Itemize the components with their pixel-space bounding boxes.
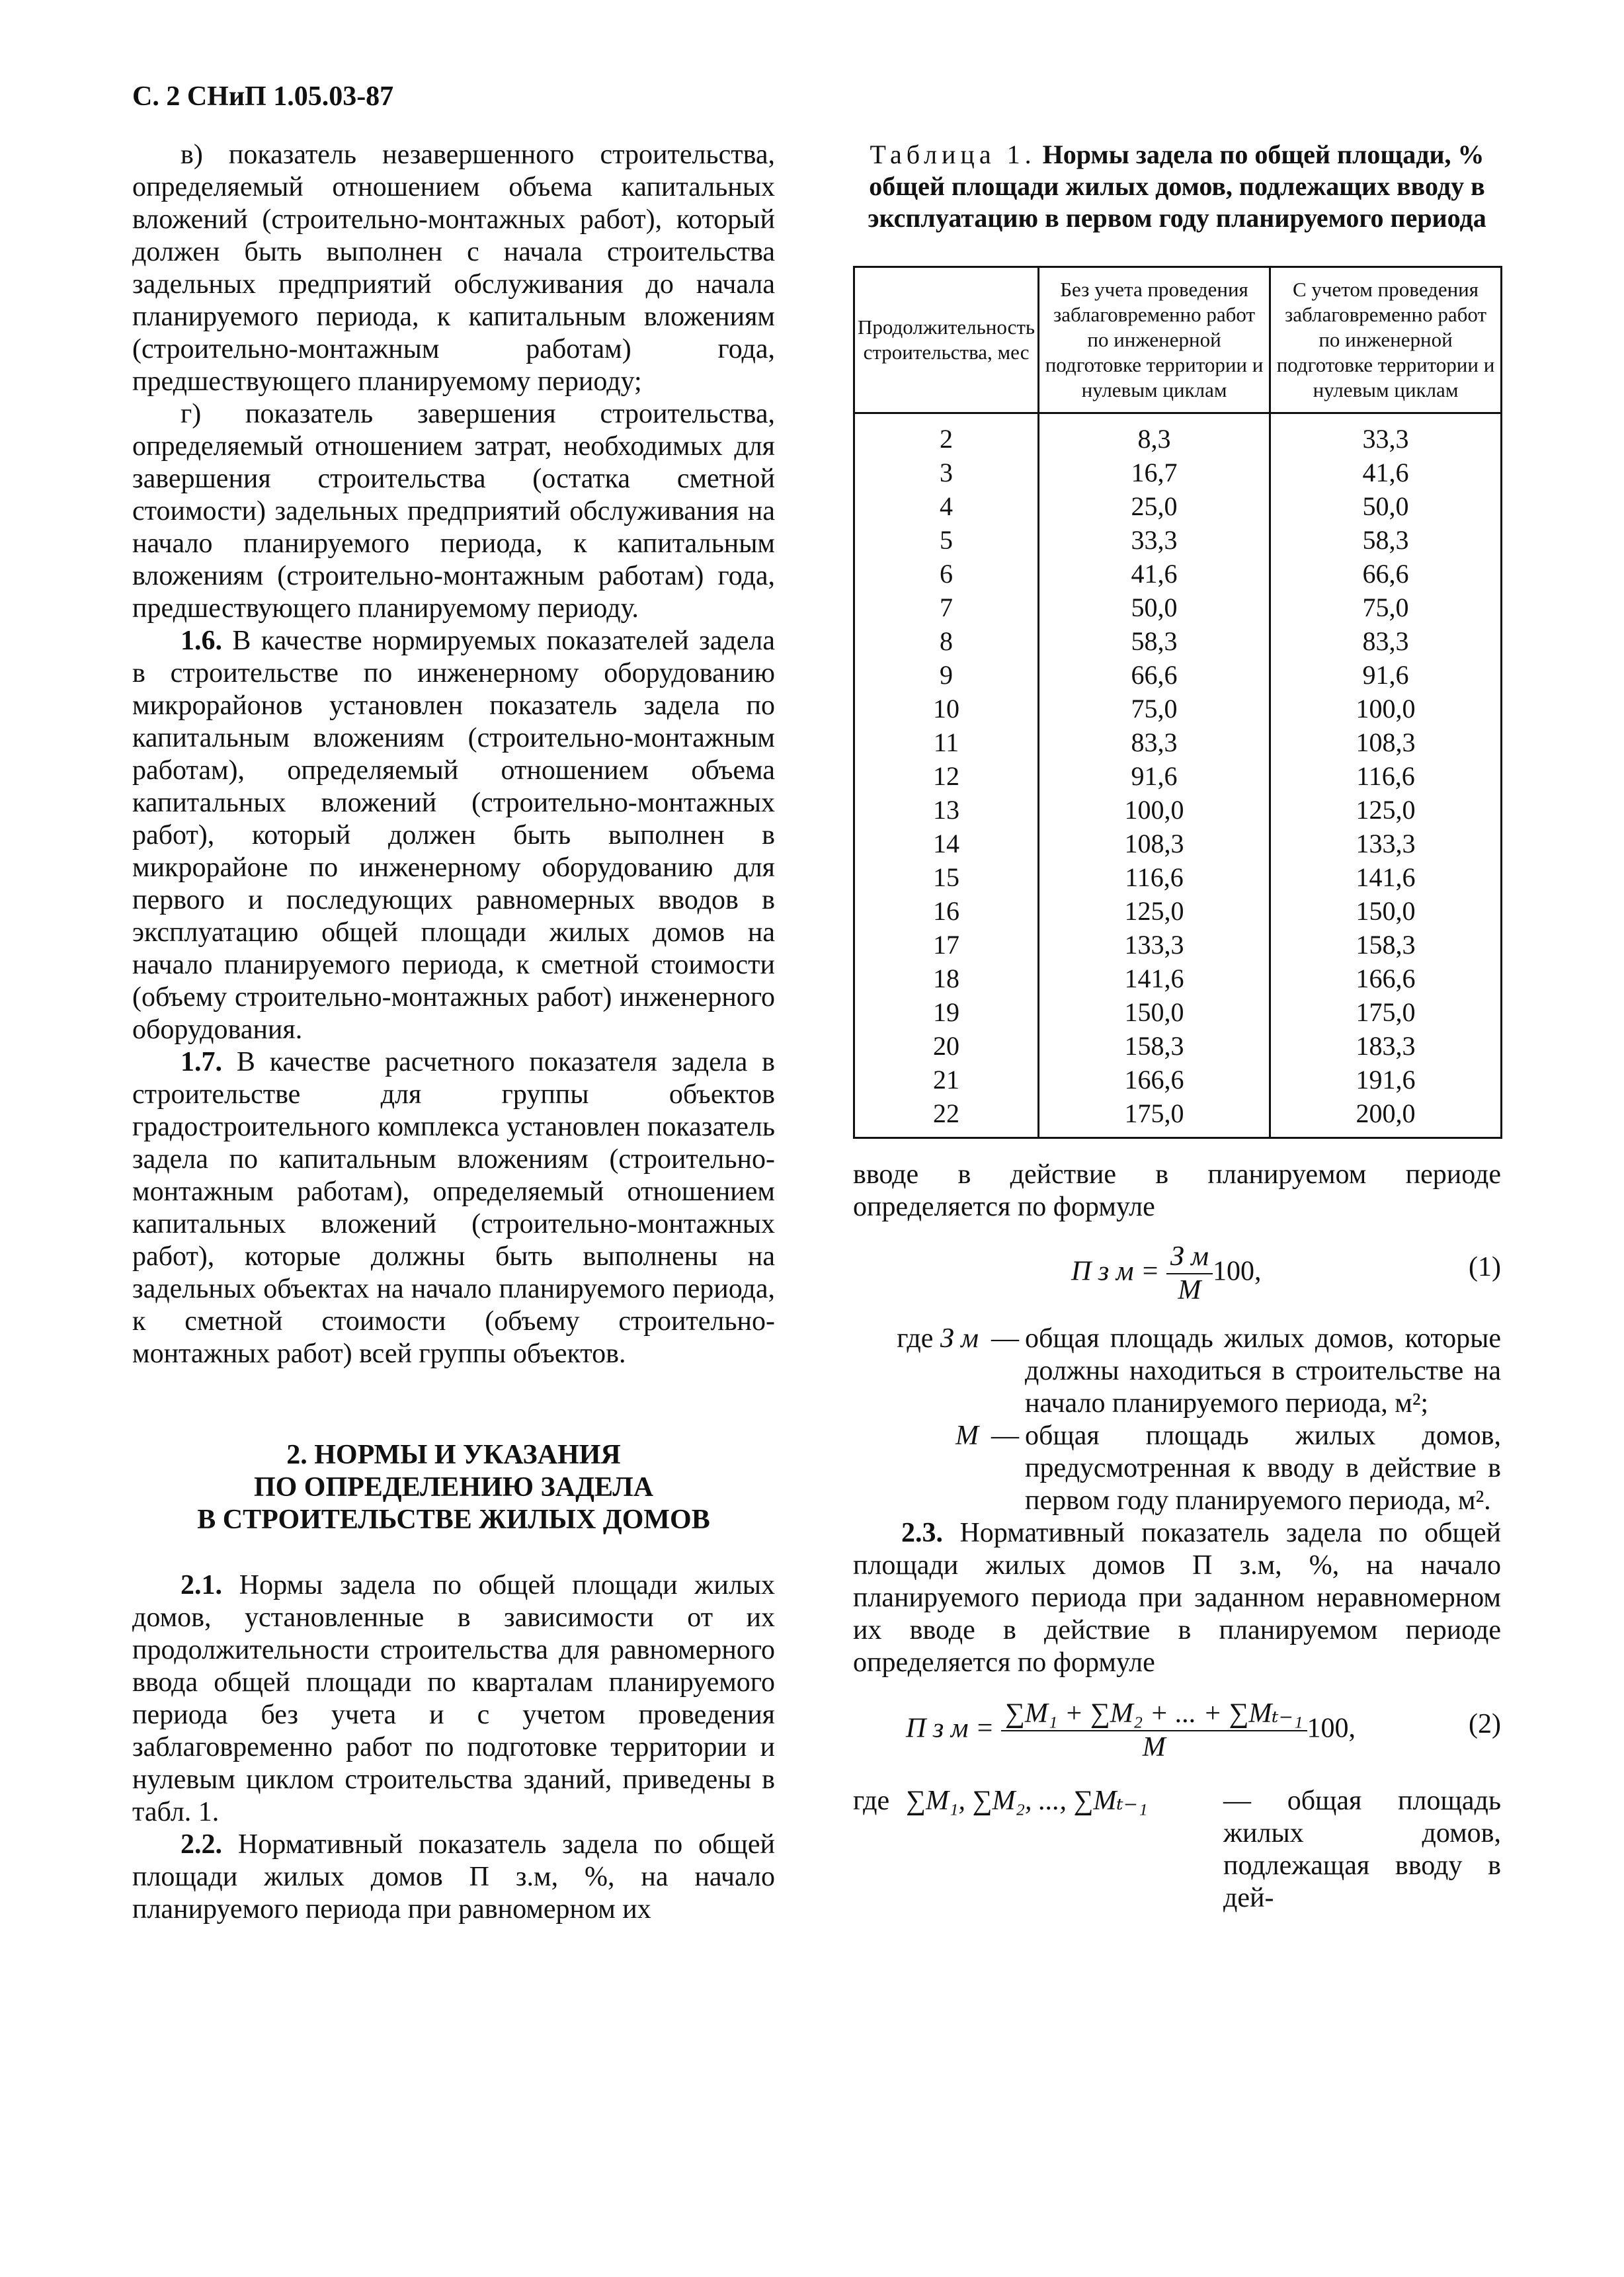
clause-text: Нормативный показатель задела по общей площади жилых домов П з.м, %, на начало планируемого периода при заданном неравномерном их вводе в действие в планируемом периоде определяется по формуле [853,1518,1501,1678]
cell-with: 91,6 [1270,658,1502,692]
table-row [854,894,1502,928]
cell-duration: 21 [854,1063,1039,1097]
cell-with: 83,3 [1270,624,1502,658]
cell-without: 8,3 [1039,413,1270,456]
where-definition: — общая площадь жилых домов, подлежащая вводу в дей- [1223,1786,1501,1913]
cell-without: 50,0 [1039,591,1270,624]
cell-without: 116,6 [1039,860,1270,894]
cell-duration: 11 [854,725,1039,759]
cell-duration: 22 [854,1097,1039,1138]
table-row [854,456,1502,489]
section-title-line: 2. НОРМЫ И УКАЗАНИЯ [286,1440,621,1470]
formula-1-lhs: П з м = [1071,1256,1160,1287]
cell-without: 100,0 [1039,793,1270,827]
formula-2-lhs: П з м = [906,1713,995,1744]
table-row [854,793,1502,827]
table-header-with: С учетом проведения заблаговременно работ по инженерной подготовке территории и нулевым циклам [1270,267,1502,413]
norms-table [853,266,1502,1139]
table-header-row [854,267,1502,413]
formula-1-denominator: М [1178,1275,1201,1305]
cell-duration: 9 [854,658,1039,692]
where-dash: — [991,1323,1019,1354]
table-row [854,692,1502,725]
formula-2-label: (2) [1469,1709,1501,1739]
cell-without: 175,0 [1039,1097,1270,1138]
cell-without: 16,7 [1039,456,1270,489]
table-row [854,827,1502,860]
cell-with: 108,3 [1270,725,1502,759]
cell-with: 50,0 [1270,489,1502,523]
cell-duration: 7 [854,591,1039,624]
cell-without: 133,3 [1039,928,1270,962]
cell-without: 125,0 [1039,894,1270,928]
clause-number: 1.6. [181,626,222,656]
cell-with: 33,3 [1270,413,1502,456]
table-row [854,928,1502,962]
cell-duration: 6 [854,557,1039,591]
paragraph-after-table: вводе в действие в планируемом периоде определяется по формуле [853,1159,1501,1222]
cell-without: 166,6 [1039,1063,1270,1097]
paragraph-g: г) показатель завершения строительства, определяемый отношением затрат, необходимых для завершения строительства (остатка сметной стоимости) задельных предприятий обслуживания на начало планируемого периода, к капитальным вложениям (строительно-монтажным работам) года, предшествующего планируемому периоду. [132,399,775,624]
cell-duration: 13 [854,793,1039,827]
table-row [854,1097,1502,1138]
table-row [854,725,1502,759]
clause-text: Нормы задела по общей площади жилых домов, установленные в зависимости от их продолжительности строительства для равномерного ввода общей площади по кварталам планируемого периода без учета и с учетом проведения заблаговременно работ по подготовке территории и нулевым циклом строительства зданий, приведены в табл. 1. [132,1570,776,1827]
cell-duration: 19 [854,995,1039,1029]
formula-1-tail: 100, [1212,1256,1262,1287]
where-definition: общая площадь жилых домов, предусмотренная к вводу в действие в первом году планируемого периода, м². [1025,1421,1501,1516]
paragraph-1-6 [132,625,775,1046]
paragraph-1-7 [132,1046,775,1370]
paragraph-2-2 [132,1829,775,1926]
where-block-1 [853,1323,1501,1517]
cell-with: 175,0 [1270,995,1502,1029]
table-row [854,995,1502,1029]
cell-duration: 18 [854,962,1039,995]
cell-with: 166,6 [1270,962,1502,995]
formula-2-fraction [1001,1698,1307,1764]
where-block-2 [853,1785,1501,1915]
table-row [854,1029,1502,1063]
cell-duration: 4 [854,489,1039,523]
where-symbol: М [955,1421,979,1451]
cell-with: 125,0 [1270,793,1502,827]
cell-with: 158,3 [1270,928,1502,962]
table-row [854,624,1502,658]
table-row [854,557,1502,591]
cell-without: 33,3 [1039,523,1270,557]
cell-duration: 20 [854,1029,1039,1063]
cell-without: 83,3 [1039,725,1270,759]
table-row [854,1063,1502,1097]
formula-2-denominator: М [1142,1732,1166,1762]
formula-2-numerator: ∑M₁ + ∑M₂ + ... + ∑Mₜ₋₁ [1001,1698,1307,1731]
cell-with: 191,6 [1270,1063,1502,1097]
table-header-duration: Продолжительность строительства, мес [854,267,1039,413]
cell-duration: 15 [854,860,1039,894]
table-caption [853,139,1501,234]
cell-duration: 5 [854,523,1039,557]
formula-2 [853,1679,1501,1778]
clause-number: 2.3. [901,1518,943,1548]
table-row [854,860,1502,894]
cell-duration: 2 [854,413,1039,456]
cell-duration: 10 [854,692,1039,725]
table-row [854,962,1502,995]
table-row [854,759,1502,793]
cell-with: 116,6 [1270,759,1502,793]
cell-without: 91,6 [1039,759,1270,793]
cell-with: 141,6 [1270,860,1502,894]
cell-with: 75,0 [1270,591,1502,624]
table-header-without: Без учета проведения заблаговременно работ по инженерной подготовке территории и нулевым циклам [1039,267,1270,413]
clause-number: 2.1. [181,1570,222,1600]
table-body [854,413,1502,1138]
page-header: С. 2 СНиП 1.05.03-87 [132,81,394,112]
cell-with: 183,3 [1270,1029,1502,1063]
cell-duration: 14 [854,827,1039,860]
section-title-line: ПО ОПРЕДЕЛЕНИЮ ЗАДЕЛА [253,1472,654,1503]
cell-with: 200,0 [1270,1097,1502,1138]
cell-without: 141,6 [1039,962,1270,995]
cell-without: 75,0 [1039,692,1270,725]
paragraph-2-3 [853,1517,1501,1679]
formula-1 [853,1223,1501,1323]
cell-duration: 3 [854,456,1039,489]
cell-duration: 16 [854,894,1039,928]
table-row [854,523,1502,557]
cell-with: 66,6 [1270,557,1502,591]
formula-1-numerator: З м [1166,1241,1213,1274]
table-caption-prefix: Таблица 1. [870,140,1036,169]
cell-without: 150,0 [1039,995,1270,1029]
where-dash: — [991,1421,1019,1451]
paragraph-2-1 [132,1569,775,1829]
cell-without: 58,3 [1039,624,1270,658]
where-symbol: где З м [897,1323,979,1354]
right-column [853,139,1501,1915]
section-title [132,1439,775,1536]
table-row [854,591,1502,624]
table-caption-title: Нормы задела по общей площади, % общей площади жилых домов, подлежащих вводу в эксплуатацию в первом году планируемого периода [868,140,1486,233]
clause-text: В качестве нормируемых показателей задела в строительстве по инженерному оборудованию микрорайонов установлен показатель задела по капитальным вложениям (строительно-монтажным работам), определяемый отношением объема капитальных вложений (строительно-монтажных работ), который должен быть выполнен в микрорайоне по инженерному оборудованию для первого и последующих равномерных вводов в эксплуатацию общей площади жилых домов на начало планируемого периода, к сметной стоимости (объему строительно-монтажных работ) инженерного оборудования. [132,626,776,1045]
table-row [854,489,1502,523]
cell-without: 108,3 [1039,827,1270,860]
cell-without: 158,3 [1039,1029,1270,1063]
section-title-line: В СТРОИТЕЛЬСТВЕ ЖИЛЫХ ДОМОВ [197,1505,710,1535]
table-row [854,413,1502,456]
cell-duration: 17 [854,928,1039,962]
clause-number: 1.7. [181,1047,222,1077]
where-symbol: ∑M₁, ∑M₂, ..., ∑Mₜ₋₁ [906,1786,1148,1816]
formula-2-tail: 100, [1307,1713,1356,1744]
clause-text: Нормативный показатель задела по общей площади жилых домов П з.м, %, на начало планируемого периода при равномерном их [132,1829,776,1925]
cell-with: 150,0 [1270,894,1502,928]
where-word: где [897,1323,934,1354]
clause-number: 2.2. [181,1829,222,1860]
paragraph-v: в) показатель незавершенного строительства, определяемый отношением объема капитальных вложений (строительно-монтажных работ), который должен быть выполнен с начала строительства задельных предприятий обслуживания до начала планируемого периода, к капитальным вложениям (строительно-монтажным работам) года, предшествующего планируемому периоду; [132,140,775,397]
where-definition: общая площадь жилых домов, которые должны находиться в строительстве на начало планируемого периода, м²; [1025,1323,1501,1419]
cell-with: 58,3 [1270,523,1502,557]
cell-without: 25,0 [1039,489,1270,523]
where-word: где [853,1786,890,1816]
formula-1-fraction [1166,1241,1213,1307]
cell-duration: 12 [854,759,1039,793]
cell-duration: 8 [854,624,1039,658]
cell-with: 41,6 [1270,456,1502,489]
cell-without: 66,6 [1039,658,1270,692]
clause-text: В качестве расчетного показателя задела в строительстве для группы объектов градостроительного комплекса установлен показатель задела по капитальным вложениям (строительно-монтажным работам), определяемый отношением капитальных вложений (строительно-монтажных работ), которые должны быть выполнены на задельных объектах на начало планируемого периода, к сметной стоимости (объему строительно-монтажных работ) всей группы объектов. [132,1047,775,1369]
table-row [854,658,1502,692]
cell-without: 41,6 [1039,557,1270,591]
formula-1-label: (1) [1469,1252,1501,1282]
cell-with: 100,0 [1270,692,1502,725]
left-column [132,139,775,1926]
cell-with: 133,3 [1270,827,1502,860]
